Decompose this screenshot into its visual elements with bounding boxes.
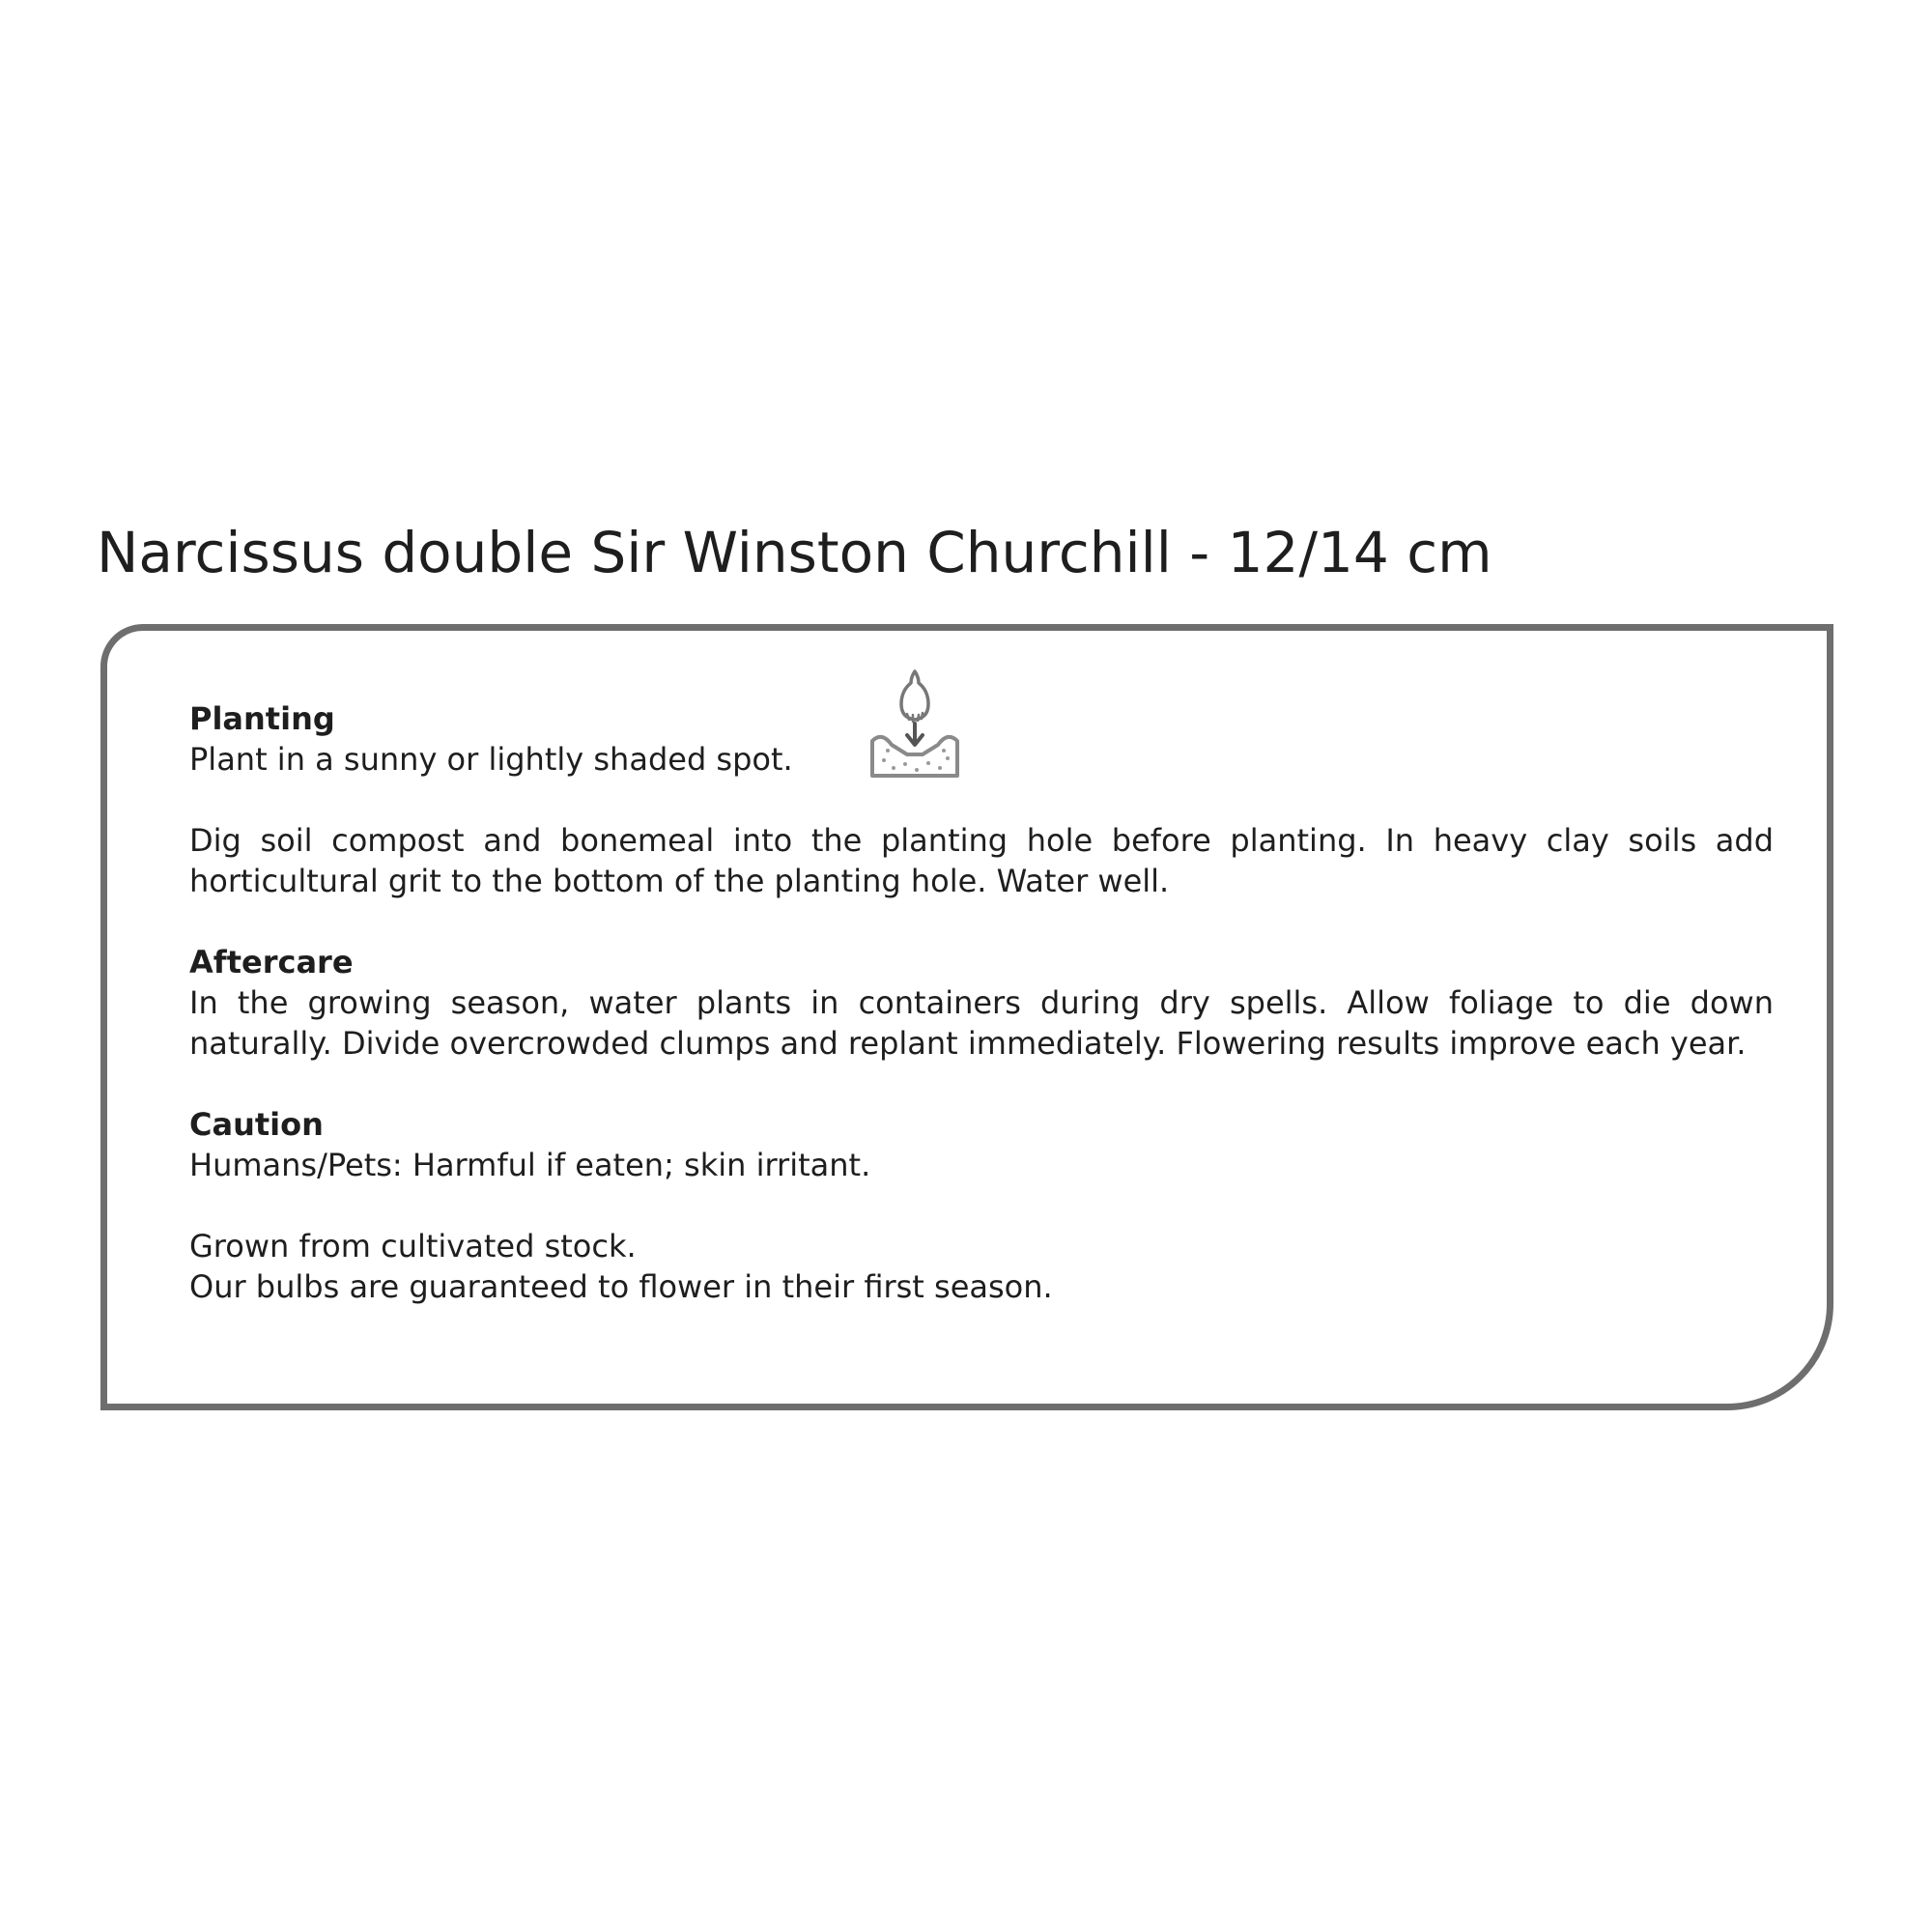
- planting-heading: Planting: [189, 700, 335, 737]
- care-instructions-card: [100, 624, 1833, 1410]
- caution-text: Humans/Pets: Harmful if eaten; skin irritant.: [189, 1147, 871, 1183]
- product-title: Narcissus double Sir Winston Churchill - 12/14 cm: [97, 520, 1492, 585]
- instructions-content: [189, 698, 1774, 1307]
- cultivated-stock-text: Grown from cultivated stock.: [189, 1228, 637, 1264]
- guarantee-text: Our bulbs are guaranteed to flower in their first season.: [189, 1268, 1053, 1305]
- aftercare-text: In the growing season, water plants in containers during dry spells. Allow foliage to die down naturally. Divide overcrowded clumps and replant immediately. Flowering results improve each year.: [189, 984, 1774, 1062]
- caution-heading: Caution: [189, 1106, 324, 1143]
- planting-sun-text: Plant in a sunny or lightly shaded spot.: [189, 741, 793, 778]
- aftercare-heading: Aftercare: [189, 944, 354, 980]
- planting-soil-text: Dig soil compost and bonemeal into the planting hole before planting. In heavy clay soils add horticultural grit to the bottom of the planting hole. Water well.: [189, 822, 1774, 899]
